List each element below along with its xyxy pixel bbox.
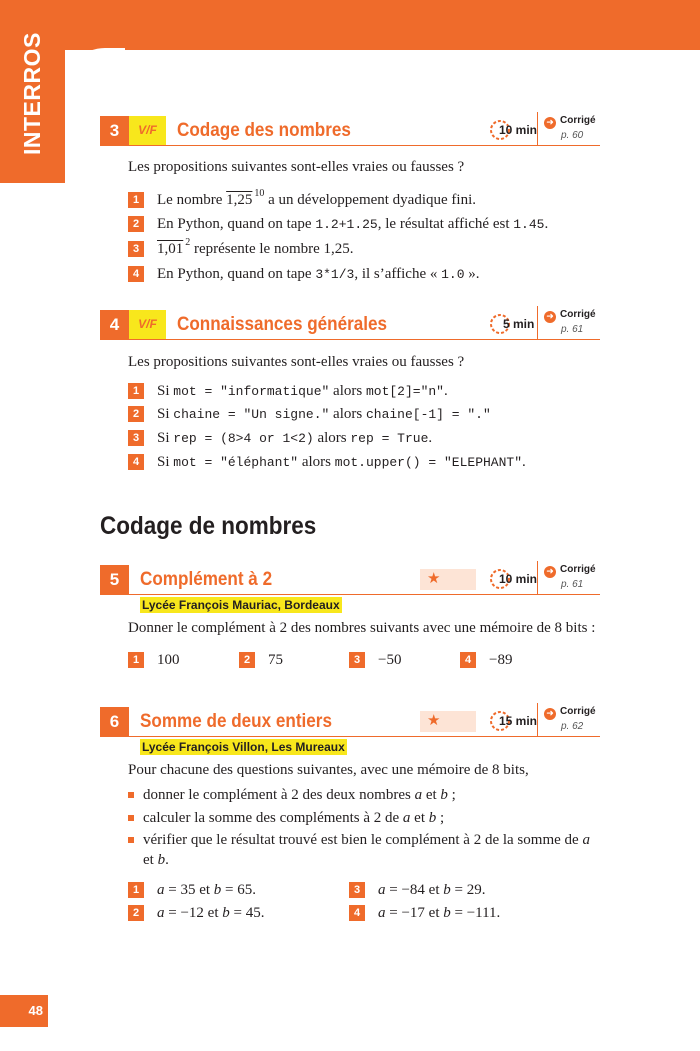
item-text: ». [464, 266, 480, 282]
code: mot = "éléphant" [173, 455, 299, 470]
corrige-page: p. 61 [561, 579, 584, 590]
timer [489, 565, 538, 594]
item-number: 3 [349, 882, 365, 898]
item-text: Si [157, 383, 174, 399]
item-text: alors [329, 406, 366, 422]
arrow-right-circle-icon: ➜ [544, 708, 556, 720]
item-value: 75 [268, 652, 283, 668]
exercise-4-header [100, 310, 600, 340]
item-number: 4 [460, 652, 476, 668]
bullet-text: et [143, 852, 158, 868]
corrige-page: p. 60 [561, 130, 584, 141]
exercise-6-header [100, 707, 600, 737]
item-text: . [428, 430, 433, 446]
item-text: Si [157, 430, 174, 446]
item-text: alors [313, 430, 351, 446]
item-text: Le nombre [157, 192, 227, 208]
list-item [128, 214, 548, 234]
item-number: 2 [128, 905, 144, 921]
item-text: = −84 et [385, 882, 444, 898]
code: 1.2+1.25 [315, 217, 378, 232]
item-text: = −17 et [385, 905, 444, 921]
list-item [128, 452, 526, 472]
side-tab-label: INTERROS [19, 32, 45, 155]
list-item [349, 880, 485, 900]
corrige-label: Corrigé [560, 309, 596, 320]
timer-label: 5 min [503, 317, 535, 331]
variable: a [402, 810, 411, 826]
item-number: 1 [128, 192, 144, 208]
item-text: , le résultat affiché est [377, 216, 514, 232]
exercise-intro: Pour chacune des questions suivantes, avec une mémoire de 8 bits, [128, 762, 529, 778]
timer [489, 116, 538, 145]
bullet-marker [128, 792, 134, 798]
bullet-marker [128, 837, 134, 843]
item-text: représente le nombre 1,25. [190, 241, 354, 257]
bullet-text: et [422, 787, 441, 803]
item-number: 1 [128, 882, 144, 898]
item-number: 1 [128, 383, 144, 399]
variable: a [582, 832, 590, 848]
bullet-text: . [165, 852, 169, 868]
bullet-marker [128, 815, 134, 821]
item-number: 4 [349, 905, 365, 921]
overlined-number: 1,25 [226, 192, 253, 208]
item-text: = 45. [229, 905, 265, 921]
arrow-right-circle-icon: ➜ [544, 566, 556, 578]
item-text: . [443, 383, 448, 399]
variable: a [157, 882, 165, 898]
timer-label: 10 min [499, 123, 538, 137]
code: mot = "informatique" [173, 384, 330, 399]
list-item [239, 650, 283, 670]
item-number: 4 [128, 454, 144, 470]
list-item [128, 428, 432, 448]
item-text: En Python, quand on tape [157, 216, 316, 232]
exercise-5-header [100, 565, 600, 595]
item-text: , il s’affiche « [354, 266, 442, 282]
item-number: 3 [128, 241, 144, 257]
variable: a [378, 882, 386, 898]
variable: b [157, 852, 166, 868]
item-text: = 35 et [164, 882, 214, 898]
item-text: = −111. [450, 905, 501, 921]
item-text: = 29. [450, 882, 486, 898]
corrige-page: p. 61 [561, 324, 584, 335]
bullet-item [128, 830, 603, 870]
exercise-3-header [100, 116, 600, 146]
variable: b [443, 882, 451, 898]
bullet-text: vérifier que le résultat trouvé est bien le complément à 2 de la somme de [143, 832, 583, 848]
code: 1.45 [513, 217, 545, 232]
item-text: Si [157, 454, 174, 470]
item-text: . [522, 454, 526, 470]
exercise-number: 5 [100, 565, 129, 594]
item-text: = 65. [221, 882, 257, 898]
item-text: En Python, quand on tape [157, 266, 316, 282]
overlined-number: 1,01 [157, 241, 184, 257]
list-item [128, 880, 256, 900]
code: 3*1/3 [315, 267, 355, 282]
corrige-label: Corrigé [560, 706, 596, 717]
code: mot[2]="n" [365, 384, 444, 399]
item-number: 3 [349, 652, 365, 668]
star-icon: ★ [420, 569, 476, 590]
exponent: 2 [185, 237, 191, 248]
list-item [128, 404, 491, 424]
exercise-title: Codage des nombres [177, 120, 351, 141]
corrige-link[interactable] [537, 703, 601, 736]
code: mot.upper() = "ELEPHANT" [334, 455, 522, 470]
exercise-number: 4 [100, 310, 129, 339]
vf-badge: V/F [129, 116, 166, 145]
code: 1.0 [441, 267, 465, 282]
exercise-title: Somme de deux entiers [140, 711, 332, 732]
code: chaine = "Un signe." [173, 407, 330, 422]
list-item [128, 239, 354, 259]
code: chaine[-1] = "." [365, 407, 491, 422]
school-label: Lycée François Villon, Les Mureaux [142, 740, 345, 754]
bullet-text: ; [447, 787, 456, 803]
list-item [128, 903, 264, 923]
item-number: 2 [128, 406, 144, 422]
exercise-title: Complément à 2 [140, 569, 273, 590]
item-value: −89 [489, 652, 513, 668]
exercise-title: Connaissances générales [177, 314, 388, 335]
page-number: 48 [0, 995, 48, 1027]
variable: b [428, 810, 437, 826]
item-text: alors [298, 454, 335, 470]
variable: a [414, 787, 423, 803]
exercise-intro: Les propositions suivantes sont-elles vraies ou fausses ? [128, 159, 465, 175]
item-number: 2 [239, 652, 255, 668]
arrow-right-circle-icon: ➜ [544, 311, 556, 323]
timer [489, 310, 535, 339]
item-value: −50 [378, 652, 402, 668]
bullet-text: donner le complément à 2 des deux nombres [143, 787, 415, 803]
exercise-intro: Les propositions suivantes sont-elles vraies ou fausses ? [128, 354, 465, 370]
variable: b [222, 905, 230, 921]
item-number: 1 [128, 652, 144, 668]
item-text: alors [329, 383, 366, 399]
list-item [128, 264, 480, 284]
item-text: = −12 et [164, 905, 223, 921]
timer [489, 707, 538, 736]
bullet-item [128, 785, 603, 805]
code: rep = (8>4 or 1<2) [173, 431, 314, 446]
top-bar [0, 0, 700, 50]
bullet-text: calculer la somme des compléments à 2 de [143, 810, 403, 826]
exercise-intro: Donner le complément à 2 des nombres suivants avec une mémoire de 8 bits : [128, 620, 596, 636]
item-number: 4 [128, 266, 144, 282]
list-item [460, 650, 512, 670]
item-text: a un développement dyadique fini. [264, 192, 476, 208]
exponent: 10 [254, 188, 265, 199]
corrige-label: Corrigé [560, 564, 596, 575]
item-text: . [544, 216, 549, 232]
bullet-item [128, 808, 603, 828]
star-icon: ★ [420, 711, 476, 732]
vf-badge: V/F [129, 310, 166, 339]
list-item [349, 903, 500, 923]
section-title: Codage de nombres [100, 512, 317, 540]
code: rep = True [350, 431, 429, 446]
item-text: Si [157, 406, 174, 422]
school-label: Lycée François Mauriac, Bordeaux [142, 598, 340, 612]
timer-label: 10 min [499, 572, 538, 586]
variable: b [440, 787, 448, 803]
corrige-link[interactable] [537, 561, 601, 594]
variable: a [378, 905, 386, 921]
item-value: 100 [157, 652, 180, 668]
variable: a [157, 905, 165, 921]
exercise-number: 3 [100, 116, 129, 145]
timer-label: 15 min [499, 714, 538, 728]
bullet-text: ; [436, 810, 445, 826]
item-number: 2 [128, 216, 144, 232]
corrige-label: Corrigé [560, 115, 596, 126]
list-item [128, 190, 476, 210]
list-item [128, 381, 448, 401]
list-item [128, 650, 180, 670]
item-number: 3 [128, 430, 144, 446]
exercise-number: 6 [100, 707, 129, 736]
corrige-link[interactable] [537, 306, 601, 339]
bullet-text: et [410, 810, 429, 826]
arrow-right-circle-icon: ➜ [544, 117, 556, 129]
variable: b [213, 882, 222, 898]
list-item [349, 650, 401, 670]
corrige-page: p. 62 [561, 721, 584, 732]
corrige-link[interactable] [537, 112, 601, 145]
variable: b [443, 905, 451, 921]
